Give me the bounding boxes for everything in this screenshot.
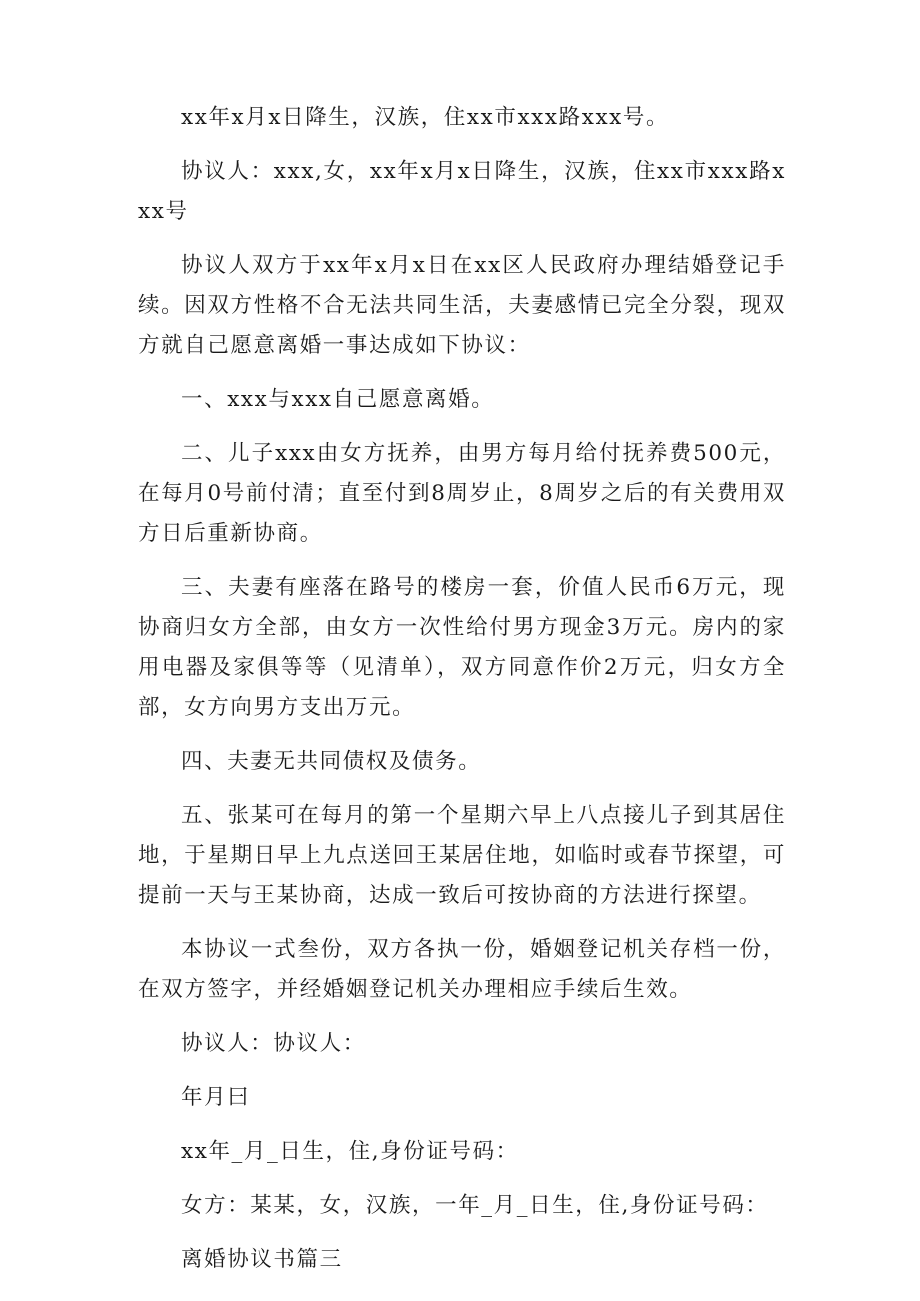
paragraph-5: 二、儿子xxx由女方抚养，由男方每月给付抚养费500元，在每月0号前付清；直至付到8周岁止，8周岁之后的有关费用双方日后重新协商。 (138, 441, 786, 546)
female-party-line: 女方：某某，女，汉族，一年_月_日生，住,身份证号码： (181, 1193, 769, 1218)
date-line: 年月曰 (181, 1085, 251, 1110)
paragraph-2: 协议人：xxx,女，xx年x月x日降生，汉族，住xx市xxx路xxx号 (138, 159, 786, 224)
paragraph-6: 三、夫妻有座落在路号的楼房一套，价值人民币6万元，现协商归女方全部，由女方一次性给付男方现金3万元。房内的家用电器及家俱等等（见清单），双方同意作价2万元，归女方全部，女方向男方支出万元。 (138, 575, 786, 720)
paragraph-8: 五、张某可在每月的第一个星期六早上八点接儿子到其居住地，于星期日早上九点送回王某居住地，如临时或春节探望，可提前一天与王某协商，达成一致后可按协商的方法进行探望。 (138, 803, 786, 908)
paragraph-7: 四、夫妻无共同债权及债务。 (181, 749, 482, 774)
paragraph-9: 本协议一式叁份，双方各执一份，婚姻登记机关存档一份，在双方签字，并经婚姻登记机关办理相应手续后生效。 (138, 937, 786, 1002)
party-info-line: xx年_月_日生，住,身份证号码： (181, 1139, 519, 1164)
section-heading: 离婚协议书篇三 (181, 1247, 343, 1272)
paragraph-4: 一、xxx与xxx自己愿意离婚。 (181, 387, 495, 412)
signature-line: 协议人：协议人： (181, 1031, 366, 1056)
document-body (138, 98, 786, 1294)
paragraph-3: 协议人双方于xx年x月x日在xx区人民政府办理结婚登记手续。因双方性格不合无法共同生活，夫妻感情已完全分裂，现双方就自己愿意离婚一事达成如下协议： (138, 253, 786, 358)
paragraph-1: xx年x月x日降生，汉族，住xx市xxx路xxx号。 (181, 105, 670, 130)
